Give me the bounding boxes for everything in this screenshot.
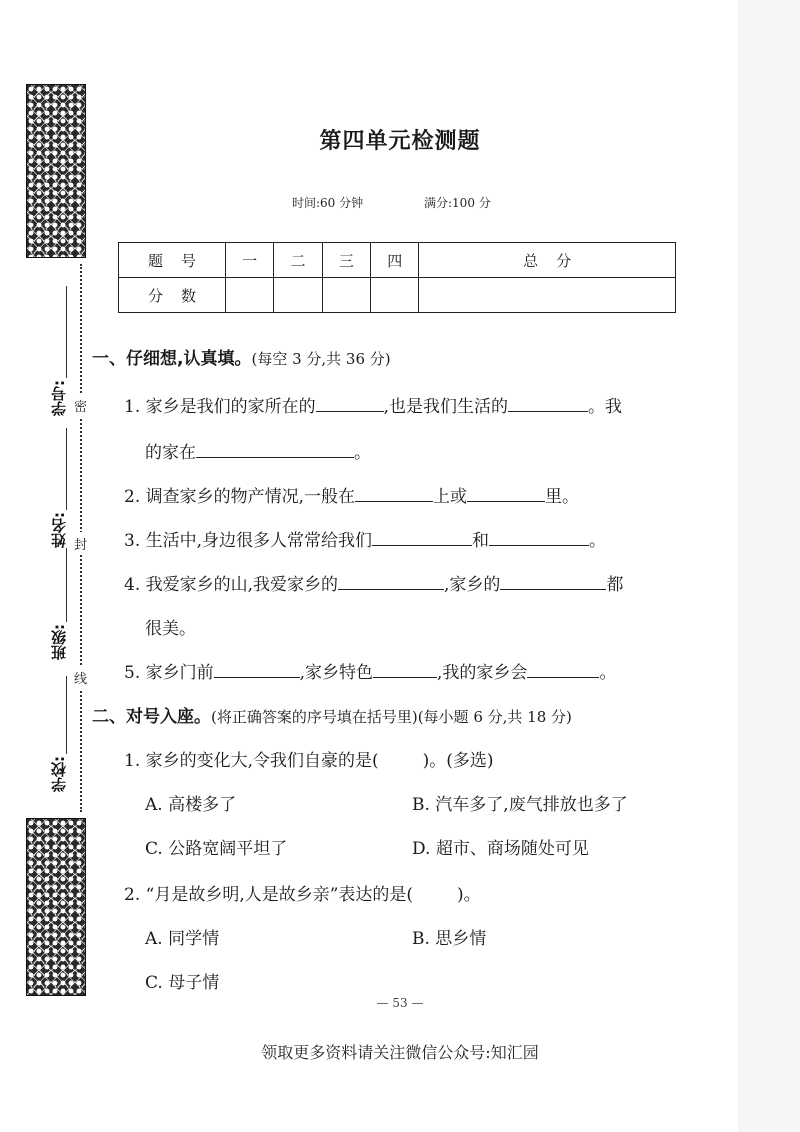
class-label: 班级: (50, 624, 68, 660)
student-name-label: 姓名: (50, 512, 68, 548)
s1q2-blank-2[interactable] (467, 483, 545, 502)
s1-question-1-cont: 的家在 。 (145, 438, 371, 463)
s1q3-blank-2[interactable] (489, 527, 589, 546)
student-name-field[interactable] (66, 428, 67, 510)
score-cell-1[interactable] (226, 278, 274, 313)
footer-notice: 领取更多资料请关注微信公众号:知汇园 (261, 1043, 539, 1062)
full-score: 满分:100 分 (424, 196, 491, 210)
s1q1-blank-1[interactable] (316, 393, 384, 412)
seal-mi: 密 (74, 394, 87, 417)
page-title: 第四单元检测题 (319, 129, 481, 154)
s1-question-5: 5. 家乡门前 ,家乡特色 ,我的家乡会 。 (124, 658, 616, 683)
binding-pattern-top (26, 84, 86, 258)
s2-question-2: 2. “月是故乡明,人是故乡亲”表达的是( )。 (124, 885, 481, 905)
s1-question-3: 3. 生活中,身边很多人常常给我们 和 。 (124, 526, 606, 551)
s2q2-option-c[interactable]: C. 母子情 (145, 973, 220, 993)
s1q1-blank-3[interactable] (196, 439, 354, 458)
score-table-row1-header: 题号 (119, 243, 226, 278)
section-2-heading: 二、对号入座。(将正确答案的序号填在括号里)(每小题 6 分,共 18 分) (92, 707, 572, 727)
s1q2-blank-1[interactable] (355, 483, 433, 502)
score-table-col-2: 二 (274, 243, 322, 278)
score-table-score-row (119, 278, 676, 313)
score-cell-4[interactable] (371, 278, 419, 313)
s2q1-option-a[interactable]: A. 高楼多了 (145, 795, 237, 815)
s1q4-blank-1[interactable] (338, 571, 444, 590)
school-field[interactable] (66, 676, 67, 754)
s1q1-blank-2[interactable] (508, 393, 588, 412)
s1-question-1: 1. 家乡是我们的家所在的 ,也是我们生活的 。我 (124, 392, 622, 417)
s2-question-1: 1. 家乡的变化大,令我们自豪的是( )。(多选) (124, 751, 494, 771)
score-cell-total[interactable] (419, 278, 676, 313)
section-1-note: (每空 3 分,共 36 分) (251, 350, 391, 368)
score-cell-3[interactable] (322, 278, 370, 313)
page-number: — 53 — (376, 996, 424, 1010)
score-table (118, 242, 676, 313)
class-field[interactable] (66, 548, 67, 622)
s2q2-option-b[interactable]: B. 思乡情 (412, 929, 487, 949)
score-table-header-row (119, 243, 676, 278)
school-label: 学校: (50, 756, 68, 792)
s1q5-blank-2[interactable] (373, 659, 437, 678)
seal-feng: 封 (74, 532, 87, 555)
s1-question-2: 2. 调查家乡的物产情况,一般在 上或 里。 (124, 482, 579, 507)
score-table-col-1: 一 (226, 243, 274, 278)
student-number-label: 学号: (50, 380, 68, 416)
s1q5-blank-3[interactable] (527, 659, 599, 678)
score-table-row2-header: 分数 (119, 278, 226, 313)
section-2-note: (将正确答案的序号填在括号里)(每小题 6 分,共 18 分) (211, 708, 572, 726)
binding-pattern-bottom (26, 818, 86, 996)
section-1-heading: 一、仔细想,认真填。(每空 3 分,共 36 分) (92, 349, 391, 369)
s2q2-option-a[interactable]: A. 同学情 (145, 929, 220, 949)
s2q1-option-b[interactable]: B. 汽车多了,废气排放也多了 (412, 795, 628, 815)
score-table-col-total: 总分 (419, 243, 676, 278)
s1-question-4-cont: 很美。 (145, 619, 196, 639)
s1q3-blank-1[interactable] (372, 527, 472, 546)
seal-xian: 线 (74, 666, 87, 689)
page-edge-shade (738, 0, 800, 1132)
s1q5-blank-1[interactable] (214, 659, 300, 678)
s2q1-option-d[interactable]: D. 超市、商场随处可见 (412, 839, 589, 859)
s1q4-blank-2[interactable] (500, 571, 606, 590)
student-number-field[interactable] (66, 286, 67, 378)
time-limit: 时间:60 分钟 (292, 196, 364, 210)
s2q1-option-c[interactable]: C. 公路宽阔平坦了 (145, 839, 288, 859)
score-cell-2[interactable] (274, 278, 322, 313)
s1-question-4: 4. 我爱家乡的山,我爱家乡的 ,家乡的 都 (124, 570, 623, 595)
score-table-col-4: 四 (371, 243, 419, 278)
score-table-col-3: 三 (322, 243, 370, 278)
